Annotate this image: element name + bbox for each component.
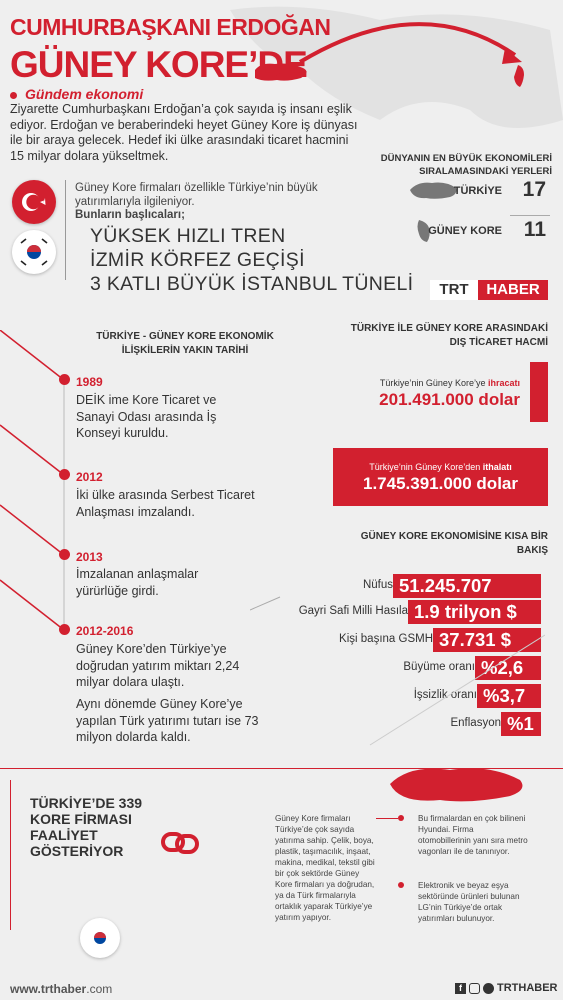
project-list bbox=[90, 224, 413, 296]
turkey-map-decoration bbox=[380, 760, 540, 810]
ranking-country: GÜNEY KORE bbox=[428, 225, 502, 237]
export-label: Türkiye’nin Güney Kore’ye ihracatı bbox=[379, 378, 520, 388]
intro-paragraph: Ziyarette Cumhurbaşkanı Erdoğan’a çok sayıda iş insanı eşlik ediyor. Erdoğan ve beraberindeki heyet Güney Kore iş dünyası ile bir araya gelecek. Hedef iki ülke arasındaki ticaret hacmini 15 milyar dolara yükseltmek. bbox=[10, 102, 358, 163]
timeline-year: 2012-2016 bbox=[76, 624, 134, 638]
chain-link-icon bbox=[160, 828, 200, 858]
timeline-year: 1989 bbox=[76, 375, 103, 389]
instagram-icon[interactable] bbox=[469, 983, 480, 994]
economy-title: GÜNEY KORE EKONOMİSİNE KISA BİR BAKIŞ bbox=[360, 531, 548, 556]
ranking-title: DÜNYANIN EN BÜYÜK EKONOMİLERİ SIRALAMASINDAKİ YERLERİ bbox=[380, 153, 552, 177]
export-value: 201.491.000 dolar bbox=[379, 390, 520, 409]
info-column-2b: Elektronik ve beyaz eşya sektöründe ürünleri bulunan LG’nin Türkiye’de ortak yatırımları bulunuyor. bbox=[418, 881, 520, 923]
timeline-dot bbox=[59, 549, 70, 560]
project-item: YÜKSEK HIZLI TREN bbox=[90, 225, 286, 247]
trt-haber-logo: TRT HABER bbox=[430, 280, 548, 300]
korea-flag-icon bbox=[12, 230, 56, 274]
firms-intro-bold: Bunların başlıcaları; bbox=[75, 209, 185, 221]
economy-row: Gayri Safi Milli Hasıla 1.9 trilyon $ bbox=[260, 600, 563, 624]
facebook-icon[interactable]: f bbox=[455, 983, 466, 994]
social-links[interactable] bbox=[455, 982, 558, 994]
project-item: 3 KATLI BÜYÜK İSTANBUL TÜNELİ bbox=[90, 273, 414, 295]
import-bar bbox=[333, 448, 548, 506]
timeline-text: İki ülke arasında Serbest Ticaret Anlaşması imzalandı. bbox=[76, 488, 255, 519]
timeline-text-2: Aynı dönemde Güney Kore’ye yapılan Türk yatırımı tutarı ise 73 milyon dolarda kaldı. bbox=[76, 697, 259, 744]
page-title-line2: GÜNEY KORE’DE bbox=[10, 44, 307, 85]
import-value: 1.745.391.000 dolar bbox=[362, 474, 518, 493]
info-column-1: Güney Kore firmaları Türkiye’de çok sayıda yatırıma sahip. Çelik, boya, plastik, taşımacılık, inşaat, makina, medikal, tekstil gibi bir çok sektörde Güney Kore firmaları ya doğrudan, ya da Türk firmalarıyla ortaklık yaparak Türkiye’ye yatırım yapıyor. bbox=[275, 814, 375, 922]
export-bar bbox=[530, 362, 548, 422]
firms-intro-text: Güney Kore firmaları özellikle Türkiye’nin büyük yatırımlarıyla ilgileniyor. bbox=[75, 182, 318, 208]
ranking-row-turkey bbox=[400, 178, 550, 208]
economy-row: İşsizlik oranı %3,7 bbox=[260, 684, 563, 708]
korea-flag-icon-small bbox=[80, 918, 120, 958]
economy-row: Nüfus 51.245.707 bbox=[260, 574, 563, 598]
firms-intro bbox=[75, 182, 335, 223]
history-title: TÜRKİYE - GÜNEY KORE EKONOMİK İLİŞKİLERİN YAKIN TARİHİ bbox=[96, 331, 274, 356]
economy-row: Büyüme oranı %2,6 bbox=[260, 656, 563, 680]
info-column-2a: Bu firmalardan en çok bilineni Hyundai. Firma otomobillerinin yanı sıra metro vagonları ile de tanınıyor. bbox=[418, 814, 528, 856]
timeline-dot bbox=[59, 469, 70, 480]
social-handle: TRTHABER bbox=[497, 982, 558, 994]
category-tag: Gündem ekonomi bbox=[10, 86, 143, 102]
ranking-row-korea bbox=[400, 218, 550, 248]
timeline-year: 2012 bbox=[76, 470, 103, 484]
timeline-dot bbox=[59, 374, 70, 385]
timeline-year: 2013 bbox=[76, 550, 103, 564]
timeline-text: Güney Kore’den Türkiye’ye doğrudan yatırım miktarı 2,24 milyar dolara ulaştı. bbox=[76, 642, 240, 689]
economy-row: Kişi başına GSMH 37.731 $ bbox=[260, 628, 563, 652]
bottom-headline: TÜRKİYE’DE 339 KORE FİRMASI FAALİYET GÖSTERİYOR bbox=[30, 795, 143, 859]
economy-diagonal-lines bbox=[250, 575, 545, 750]
timeline-text: DEİK ime Kore Ticaret ve Sanayi Odası arasında İş Konseyi kuruldu. bbox=[76, 393, 217, 440]
ranking-country: TÜRKİYE bbox=[453, 185, 502, 197]
timeline-text: İmzalanan anlaşmalar yürürlüğe girdi. bbox=[76, 567, 199, 598]
import-label: Türkiye’nin Güney Kore’den ithalatı bbox=[369, 462, 512, 472]
ranking-value: 17 bbox=[522, 178, 546, 201]
twitter-icon[interactable] bbox=[483, 983, 494, 994]
page-title-line1: CUMHURBAŞKANI ERDOĞAN bbox=[10, 14, 331, 40]
footer-url[interactable]: www.trthaber.com bbox=[10, 982, 113, 996]
ranking-value: 11 bbox=[523, 218, 546, 241]
trade-title: TÜRKİYE İLE GÜNEY KORE ARASINDAKİ DIŞ TİCARET HACMİ bbox=[350, 323, 548, 348]
project-item: İZMİR KÖRFEZ GEÇİŞİ bbox=[90, 249, 305, 271]
turkey-flag-icon bbox=[12, 180, 56, 224]
economy-row: Enflasyon %1 bbox=[260, 712, 563, 736]
